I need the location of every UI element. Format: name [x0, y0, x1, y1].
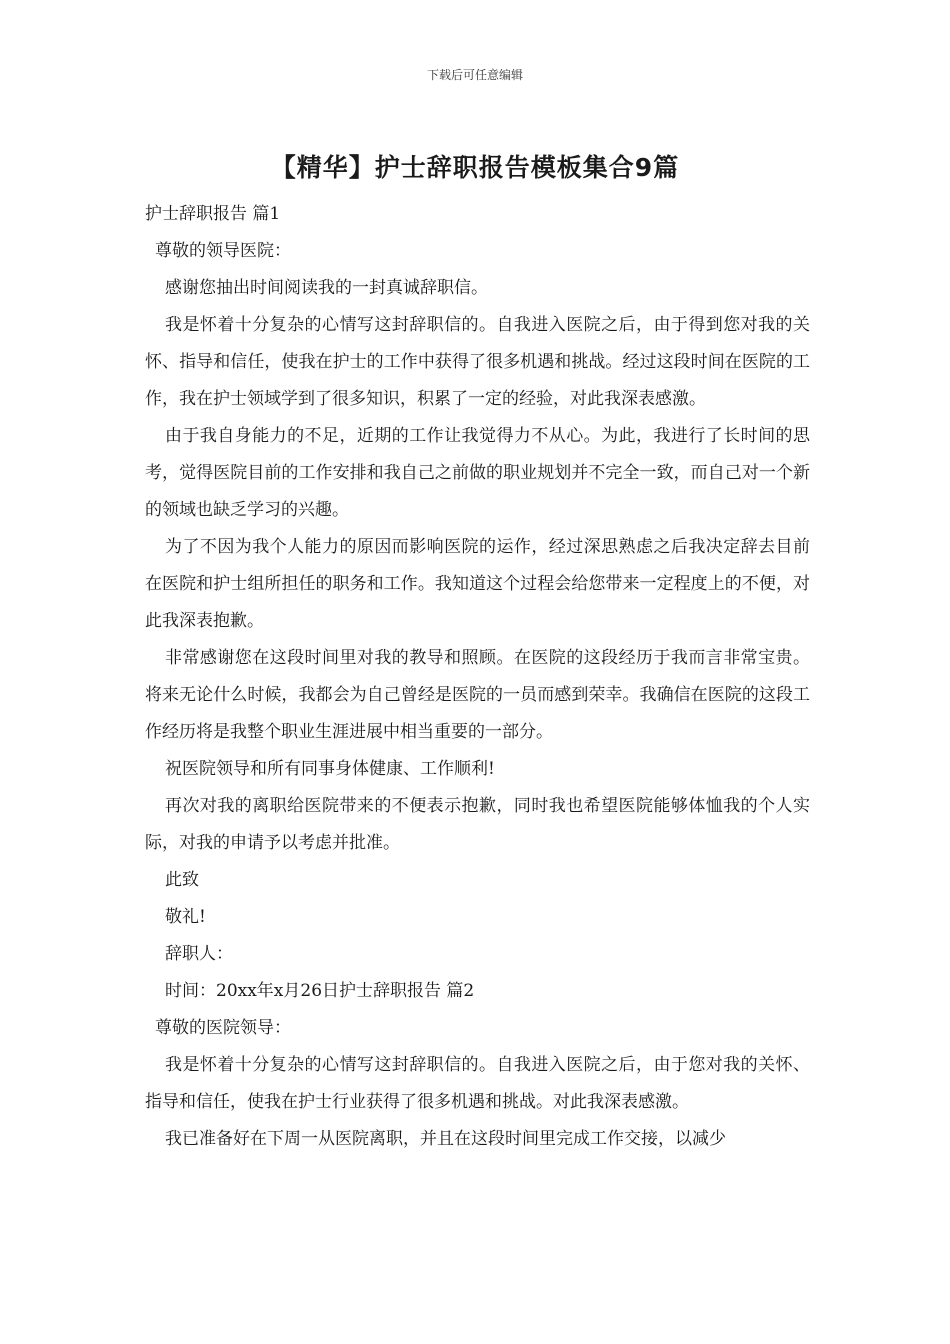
paragraph: 感谢您抽出时间阅读我的一封真诚辞职信。 — [165, 278, 488, 298]
paragraph: 再次对我的离职给医院带来的不便表示抱歉，同时我也希望医院能够体恤我的个人实际，对我的申请予以考虑并批准。 — [145, 796, 810, 853]
document-body — [145, 196, 810, 1158]
header-note: 下载后可任意编辑 — [426, 68, 523, 82]
salutation-2: 尊敬的医院领导： — [155, 1018, 291, 1038]
document-title: 【精华】护士辞职报告模板集合9篇 — [270, 153, 680, 182]
paragraph: 非常感谢您在这段时间里对我的教导和照顾。在医院的这段经历于我而言非常宝贵。将来无论什么时候，我都会为自己曾经是医院的一员而感到荣幸。我确信在医院的这段工作经历将是我整个职业生涯进展中相当重要的一部分。 — [145, 648, 810, 742]
paragraph: 我已准备好在下周一从医院离职，并且在这段时间里完成工作交接，以减少 — [165, 1129, 726, 1149]
paragraph: 祝医院领导和所有同事身体健康、工作顺利! — [165, 759, 495, 779]
section-heading-1: 护士辞职报告 篇1 — [145, 204, 281, 224]
date-and-section-heading-2: 时间：20xx年x月26日护士辞职报告 篇2 — [165, 981, 475, 1001]
salutation-1: 尊敬的领导医院： — [155, 241, 291, 261]
signer-line: 辞职人： — [165, 944, 233, 964]
paragraph: 由于我自身能力的不足，近期的工作让我觉得力不从心。为此，我进行了长时间的思考，觉得医院目前的工作安排和我自己之前做的职业规划并不完全一致，而自己对一个新的领域也缺乏学习的兴趣。 — [145, 426, 810, 520]
paragraph: 我是怀着十分复杂的心情写这封辞职信的。自我进入医院之后，由于得到您对我的关怀、指导和信任，使我在护士的工作中获得了很多机遇和挑战。经过这段时间在医院的工作，我在护士领域学到了很多知识，积累了一定的经验，对此我深表感激。 — [145, 315, 810, 409]
closing-line-2: 敬礼! — [165, 907, 206, 927]
paragraph: 为了不因为我个人能力的原因而影响医院的运作，经过深思熟虑之后我决定辞去目前在医院和护士组所担任的职务和工作。我知道这个过程会给您带来一定程度上的不便，对此我深表抱歉。 — [145, 537, 810, 631]
paragraph: 我是怀着十分复杂的心情写这封辞职信的。自我进入医院之后，由于您对我的关怀、指导和信任，使我在护士行业获得了很多机遇和挑战。对此我深表感激。 — [145, 1055, 810, 1112]
closing-line-1: 此致 — [165, 870, 199, 890]
